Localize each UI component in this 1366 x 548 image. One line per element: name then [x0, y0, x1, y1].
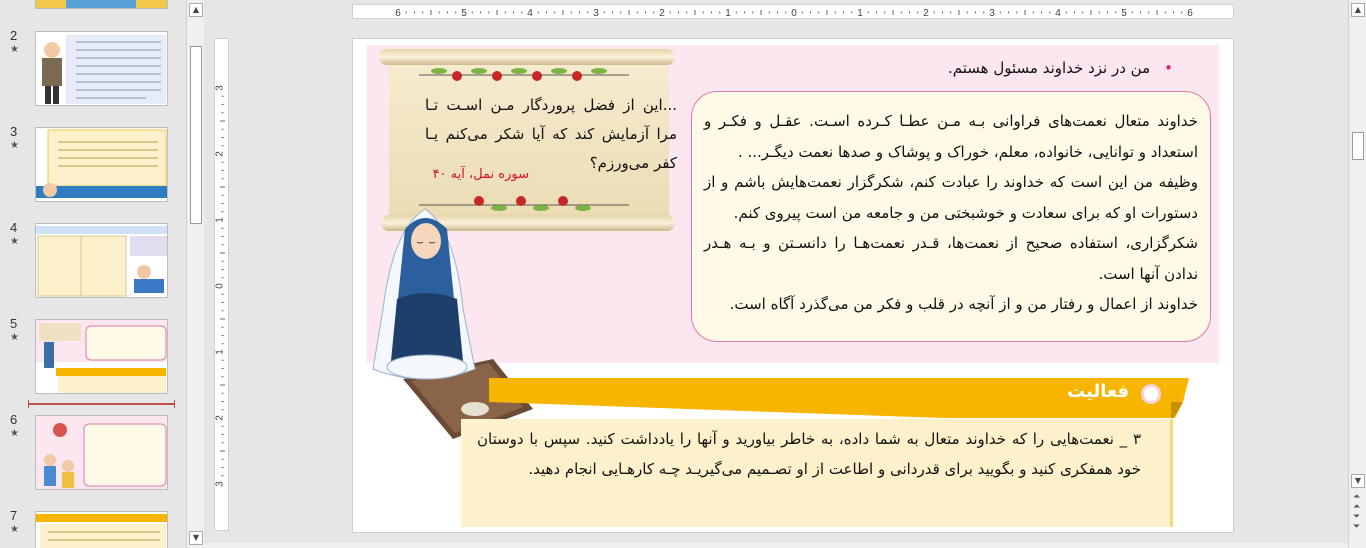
ruler-number: 4 — [1055, 8, 1061, 19]
paragraph-2: وظیفه من این است که خداوند را عبادت کنم، شکرگزار نعمت‌هایش باشم و از دستورات او که برای سعادت و خوشبختی من و جامعه من است پیروی کنم. — [704, 173, 1198, 222]
horizontal-scroll-track[interactable] — [204, 543, 1348, 548]
scroll-down-icon[interactable]: ▼ — [189, 531, 203, 545]
animation-star-icon: ★ — [10, 332, 19, 343]
animation-star-icon: ★ — [10, 140, 19, 151]
animation-star-icon: ★ — [10, 44, 19, 55]
slide-number-4: 4 — [10, 220, 18, 235]
previous-slide-icon[interactable]: ⏶ ⏶ — [1353, 492, 1361, 512]
slide-number-5: 5 — [10, 316, 18, 331]
paragraph-3: شکرگزاری، استفاده صحیح از نعمت‌ها، قـدر نعمت‌هـا را دانسـتن و بـه هـدر ندادن آنها است. — [704, 234, 1198, 283]
slide-scrollbar[interactable] — [1348, 0, 1366, 548]
quote-reference: سوره نمل، آیه ۴۰ — [432, 167, 529, 182]
activity-title: فعالیت — [1067, 381, 1129, 402]
ruler-number: 1 — [725, 8, 731, 19]
bullet-marker: • — [1164, 59, 1173, 77]
animation-star-icon: ★ — [10, 236, 19, 247]
activity-text: ۳ _ نعمت‌هایی را که خداوند متعال به شما داده، به خاطر بیاورید و آنها را یادداشت کنید. سپس با دوستان خود همفکری کنید و بگویید برای قدردانی و اطاعت از او تصـمیم می‌گیریـد چـه کارهـایی انجام دهید. — [477, 430, 1141, 478]
paragraph-4: خداوند از اعمال و رفتار من و از آنچه در قلب و فکر من می‌گذرد آگاه است. — [729, 295, 1198, 313]
quote-text: ...این از فضل پروردگار مـن اسـت تـا مرا آزمایش کند که آیا شکر می‌کنم یـا کفر می‌ورزم؟ — [425, 96, 677, 172]
slide-number-6: 6 — [10, 412, 18, 427]
slide-thumbnail-1[interactable] — [35, 0, 168, 9]
animation-star-icon: ★ — [10, 428, 19, 439]
scrollbar-thumb[interactable] — [190, 46, 202, 224]
slide-insertion-marker — [28, 403, 175, 405]
slide-thumbnail-2[interactable] — [35, 31, 168, 106]
ruler-number: 2 — [215, 151, 226, 157]
slide-number-7: 7 — [10, 508, 18, 523]
ruler-number: 5 — [1121, 8, 1127, 19]
slide-number-3: 3 — [10, 124, 18, 139]
ruler-number: 3 — [215, 85, 226, 91]
scroll-up-icon[interactable]: ▲ — [1351, 3, 1365, 17]
next-slide-icon[interactable]: ⏷ ⏷ — [1353, 512, 1361, 532]
ruler-number: 2 — [659, 8, 665, 19]
ruler-number: 6 — [395, 8, 401, 19]
slide-thumbnail-5[interactable] — [35, 319, 168, 394]
ruler-number: 0 — [791, 8, 797, 19]
slide-thumbnail-3[interactable] — [35, 127, 168, 202]
paragraph-1: خداوند متعال نعمت‌های فراوانی بـه مـن عطـا کـرده اسـت. عقـل و فکـر و استعداد و توانایی، خانواده، معلم، خوراک و پوشاک و صدها نعمت دیگـر... . — [704, 112, 1198, 161]
animation-star-icon: ★ — [10, 524, 19, 535]
ruler-number: 2 — [215, 415, 226, 421]
slide-thumbnail-pane — [0, 0, 186, 548]
slide-canvas[interactable] — [352, 38, 1234, 533]
ruler-number: 4 — [527, 8, 533, 19]
slide-number-2: 2 — [10, 28, 18, 43]
ruler-number: 6 — [1187, 8, 1193, 19]
bullet-statement[interactable] — [948, 59, 1173, 77]
ruler-number: 1 — [857, 8, 863, 19]
ruler-number: 3 — [215, 481, 226, 487]
vertical-ruler[interactable] — [214, 38, 229, 531]
ruler-number: 2 — [923, 8, 929, 19]
thumbnail-scrollbar[interactable] — [186, 0, 204, 548]
ruler-number: 1 — [215, 217, 226, 223]
main-text-box[interactable] — [691, 91, 1211, 342]
ruler-number: 0 — [215, 283, 226, 289]
ruler-number: 3 — [989, 8, 995, 19]
slide-thumbnail-4[interactable] — [35, 223, 168, 298]
slide-thumbnail-7[interactable] — [35, 511, 168, 548]
slide-thumbnail-6[interactable] — [35, 415, 168, 490]
scrollbar-thumb[interactable] — [1352, 132, 1364, 160]
ruler-number: 1 — [215, 349, 226, 355]
horizontal-ruler[interactable] — [352, 4, 1234, 19]
scroll-up-icon[interactable]: ▲ — [189, 3, 203, 17]
ruler-number: 3 — [593, 8, 599, 19]
scroll-down-icon[interactable]: ▼ — [1351, 474, 1365, 488]
ruler-number: 5 — [461, 8, 467, 19]
bullet-text: من در نزد خداوند مسئول هستم. — [948, 59, 1151, 77]
